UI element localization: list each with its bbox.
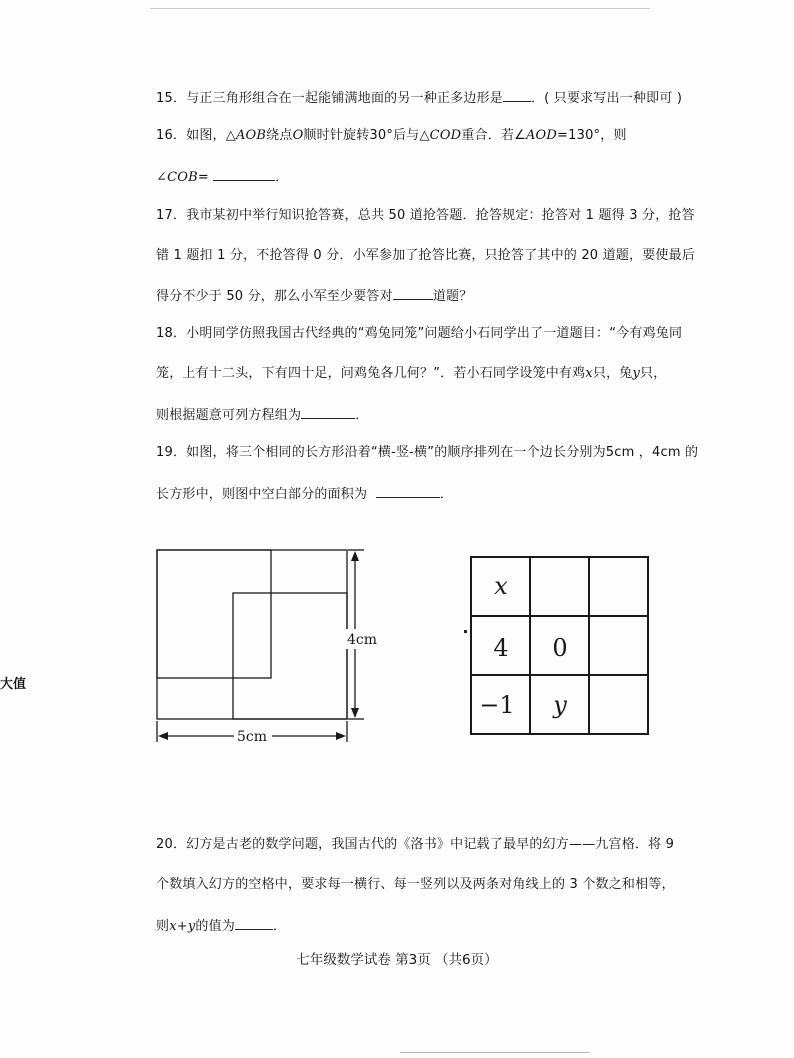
grid-cell-r1c1: x [494,572,508,600]
question-17-line3 [156,287,472,305]
scan-dot [464,630,467,633]
q18-blank [301,406,355,419]
q20-math-xy: x+y [169,919,196,934]
question-19-line2 [156,485,453,503]
q18-text-e: ． [355,408,369,423]
q18-text-a: 笼，上有十二头，下有四十足，问鸡兔各几何？”．若小石同学设笼中有鸡 [156,366,586,381]
arrow-head-left [158,732,168,740]
q18-var-x: x [585,366,593,381]
question-16 [156,128,627,144]
q20-text-b: 的值为 [195,919,235,934]
q16-blank [213,168,275,181]
width-label: 5cm [237,729,268,745]
question-18-line2 [156,366,666,382]
q18-text-c: 只， [640,366,667,381]
q16-math-c: COD [429,128,462,143]
rectangle-figure [150,545,380,750]
q16-text-b: 绕点 [266,128,293,143]
grid-cell-r2c2: 0 [552,634,568,662]
q15-blank [503,89,531,102]
q18-var-y: y [632,366,641,381]
question-18-line1: 18．小明同学仿照我国古代经典的“鸡兔同笼”问题给小石同学出了一道题目：“今有鸡兔同 [156,326,683,341]
q17-text-b: 道题？ [432,289,473,304]
arrow-head-down [351,708,359,718]
q15-text-a: 15．与正三角形组合在一起能铺满地面的另一种正多边形是 [156,91,503,106]
question-16-line2 [156,168,289,186]
question-20-line3 [156,917,286,935]
q16-text-a: 16．如图， [156,128,226,143]
question-20-line1: 20．幻方是古老的数学问题，我国古代的《洛书》中记载了最早的幻方——九宫格．将 9 [156,837,675,852]
q20-text-a: 则 [156,919,170,934]
q16-math-d: AOD [525,128,558,143]
q16-text-d: 重合．若∠ [461,128,526,143]
margin-text: 大值 [0,677,27,692]
q16-math-a: △AOB [225,128,267,143]
q20-text-c: ． [272,919,287,934]
q16-math-b: O [292,128,304,143]
rectangle-vertical [233,593,347,719]
q17-blank [393,287,433,300]
page-footer: 七年级数学试卷 第3页 （共6页） [296,952,498,968]
q16-end: ． [275,170,289,185]
question-15 [156,89,682,107]
grid-cell-r3c1: −1 [479,691,515,719]
outer-rectangle [157,550,347,719]
q15-text-b: ．( 只要求写出一种即可 ) [530,91,683,106]
arrow-head-right [336,732,346,740]
question-17-line2: 错 1 题扣 1 分，不抢答得 0 分．小军参加了抢答比赛，只抢答了其中的 20 道题，要使最后 [156,248,696,263]
q16-angle-cob: ∠COB [156,170,198,185]
q19-blank [376,485,440,498]
grid-cell-r3c2: y [553,691,567,719]
grid-cell-r2c1: 4 [493,634,509,662]
q19-text-b: ． [439,487,454,502]
q19-text-a: 长方形中，则图中空白部分的面积为 [156,487,368,502]
question-19-line1: 19．如图，将三个相同的长方形沿着“横-竖-横”的顺序排列在一个边长分别为5cm ，4cm 的 [156,445,699,460]
question-18-line3 [156,406,368,424]
q20-blank [235,917,273,930]
magic-square-figure [468,554,652,738]
q18-text-b: 只，兔 [592,366,633,381]
q16-equals: = [197,170,214,185]
scan-line-bottom [400,1052,590,1053]
scan-line-top [150,8,650,9]
arrow-head-up [351,551,359,561]
q16-text-c: 顺时针旋转30°后与△ [303,128,430,143]
q18-text-d: 则根据题意可列方程组为 [156,408,302,423]
q17-text-a: 得分不少于 50 分，那么小军至少要答对 [156,289,393,304]
question-20-line2: 个数填入幻方的空格中，要求每一横行、每一竖列以及两条对角线上的 3 个数之和相等， [156,877,675,892]
rectangle-top-horizontal [157,550,271,678]
q16-text-e: =130°，则 [557,128,627,143]
question-17-line1: 17．我市某初中举行知识抢答赛，总共 50 道抢答题．抢答规定：抢答对 1 题得 3 分，抢答 [156,208,695,223]
height-label: 4cm [347,632,378,648]
